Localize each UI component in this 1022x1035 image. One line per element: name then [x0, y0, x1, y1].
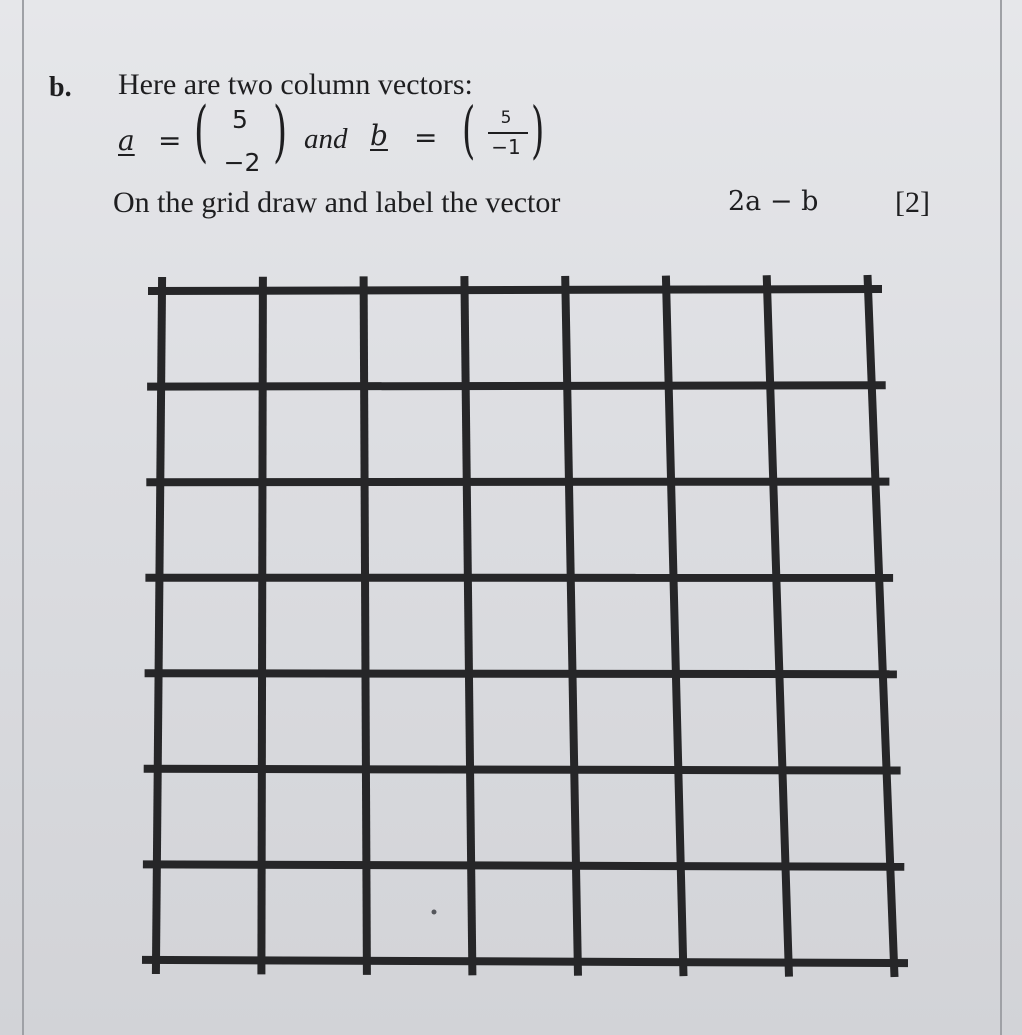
vector-a-open-bracket: ( — [194, 93, 209, 170]
grid-vertical-line — [261, 277, 263, 975]
pencil-mark — [432, 910, 437, 915]
marks-indicator: [2] — [895, 186, 930, 219]
vector-b-top-entry: 5 — [500, 108, 512, 128]
vector-b-open-bracket: ( — [462, 93, 476, 166]
vector-b-name: b — [370, 119, 388, 152]
question-intro: Here are two column vectors: — [118, 68, 473, 101]
grid-horizontal-line — [146, 482, 889, 483]
grid-vertical-line — [565, 276, 578, 976]
vector-expression: 2a − b — [728, 186, 819, 217]
vector-a-equals: = — [158, 124, 182, 157]
vector-connector: and — [304, 123, 348, 155]
vector-a-close-bracket: ) — [273, 93, 288, 170]
grid-vertical-line — [666, 276, 684, 977]
vector-a-name: a — [118, 124, 135, 157]
question-instruction: On the grid draw and label the vector — [113, 186, 561, 219]
question-label: b. — [49, 72, 72, 103]
vector-a-bottom-entry: −2 — [223, 148, 261, 177]
vector-a-top-entry: 5 — [232, 105, 248, 134]
vector-b-equals: = — [414, 121, 438, 154]
grid-horizontal-line — [144, 769, 901, 771]
grid-horizontal-line — [145, 673, 897, 674]
grid-vertical-line — [364, 276, 367, 975]
grid-vertical-line — [464, 276, 472, 975]
grid-horizontal-line — [147, 385, 886, 386]
grid-horizontal-line — [148, 289, 882, 291]
grid-vertical-line — [767, 275, 789, 976]
grid-horizontal-line — [142, 960, 908, 963]
vector-b-close-bracket: ) — [531, 93, 545, 166]
grid-vertical-line — [156, 277, 162, 974]
grid-vertical-line — [868, 275, 895, 977]
vector-b-bottom-entry: −1 — [491, 135, 521, 159]
grid-horizontal-line — [143, 864, 904, 866]
